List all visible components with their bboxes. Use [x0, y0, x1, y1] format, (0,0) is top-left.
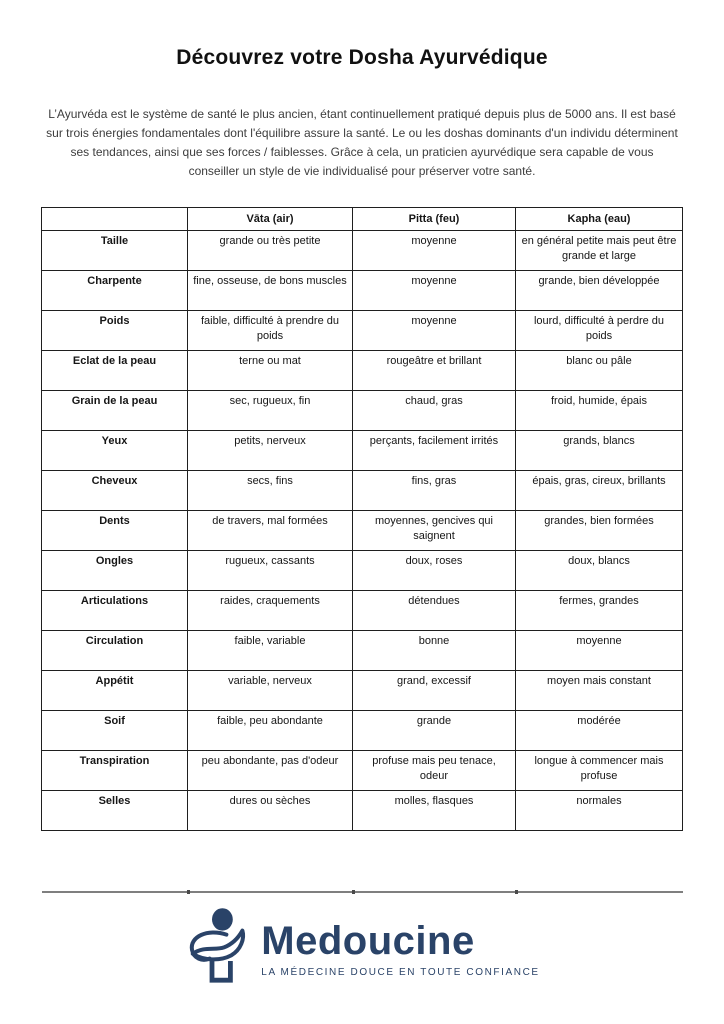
cell-pitta: bonne — [353, 631, 516, 671]
row-label: Yeux — [42, 431, 188, 471]
page-title: Découvrez votre Dosha Ayurvédique — [176, 46, 548, 69]
cell-kapha: moyen mais constant — [516, 671, 683, 711]
header-vata: Vāta (air) — [188, 208, 353, 231]
header-pitta: Pitta (feu) — [353, 208, 516, 231]
cell-kapha: grande, bien développée — [516, 271, 683, 311]
footer-divider — [42, 891, 683, 893]
row-label: Ongles — [42, 551, 188, 591]
cell-vata: dures ou sèches — [188, 791, 353, 831]
cell-pitta: perçants, facilement irrités — [353, 431, 516, 471]
row-label: Cheveux — [42, 471, 188, 511]
table-row — [42, 631, 683, 671]
table-row — [42, 431, 683, 471]
table-row — [42, 351, 683, 391]
medoucine-logo — [0, 908, 724, 990]
cell-vata: peu abondante, pas d'odeur — [188, 751, 353, 791]
row-label: Transpiration — [42, 751, 188, 791]
table-row — [42, 231, 683, 271]
cell-vata: grande ou très petite — [188, 231, 353, 271]
table-row — [42, 671, 683, 711]
table-row — [42, 311, 683, 351]
table-header-row — [42, 208, 683, 231]
table-row — [42, 271, 683, 311]
cell-pitta: moyenne — [353, 231, 516, 271]
table-row — [42, 391, 683, 431]
dosha-comparison-table — [41, 207, 683, 831]
cell-kapha: en général petite mais peut être grande et large — [516, 231, 683, 271]
cell-pitta: molles, flasques — [353, 791, 516, 831]
cell-pitta: détendues — [353, 591, 516, 631]
row-label: Appétit — [42, 671, 188, 711]
cell-kapha: blanc ou pâle — [516, 351, 683, 391]
table-row — [42, 471, 683, 511]
cell-pitta: fins, gras — [353, 471, 516, 511]
logo-text-group — [261, 920, 539, 978]
cell-vata: sec, rugueux, fin — [188, 391, 353, 431]
header-kapha: Kapha (eau) — [516, 208, 683, 231]
cell-vata: petits, nerveux — [188, 431, 353, 471]
brand-tagline: LA MÉDECINE DOUCE EN TOUTE CONFIANCE — [261, 967, 540, 978]
dosha-table-body — [42, 231, 683, 831]
cell-pitta: chaud, gras — [353, 391, 516, 431]
cell-vata: secs, fins — [188, 471, 353, 511]
cell-pitta: moyenne — [353, 311, 516, 351]
cell-vata: de travers, mal formées — [188, 511, 353, 551]
table-row — [42, 511, 683, 551]
row-label: Soif — [42, 711, 188, 751]
cell-kapha: grands, blancs — [516, 431, 683, 471]
cell-kapha: froid, humide, épais — [516, 391, 683, 431]
cell-vata: faible, difficulté à prendre du poids — [188, 311, 353, 351]
cell-pitta: doux, roses — [353, 551, 516, 591]
header-empty-cell — [42, 208, 188, 231]
cell-kapha: modérée — [516, 711, 683, 751]
table-row — [42, 711, 683, 751]
cell-vata: faible, peu abondante — [188, 711, 353, 751]
cell-kapha: moyenne — [516, 631, 683, 671]
cell-pitta: profuse mais peu tenace, odeur — [353, 751, 516, 791]
person-leaf-icon — [184, 908, 248, 990]
cell-pitta: moyennes, gencives qui saignent — [353, 511, 516, 551]
row-label: Charpente — [42, 271, 188, 311]
table-row — [42, 551, 683, 591]
cell-kapha: fermes, grandes — [516, 591, 683, 631]
brand-name: Medoucine — [261, 919, 475, 963]
cell-kapha: lourd, difficulté à perdre du poids — [516, 311, 683, 351]
cell-vata: variable, nerveux — [188, 671, 353, 711]
row-label: Dents — [42, 511, 188, 551]
cell-pitta: moyenne — [353, 271, 516, 311]
cell-kapha: grandes, bien formées — [516, 511, 683, 551]
cell-pitta: rougeâtre et brillant — [353, 351, 516, 391]
table-row — [42, 751, 683, 791]
cell-pitta: grande — [353, 711, 516, 751]
table-row — [42, 791, 683, 831]
row-label: Articulations — [42, 591, 188, 631]
cell-vata: fine, osseuse, de bons muscles — [188, 271, 353, 311]
cell-vata: rugueux, cassants — [188, 551, 353, 591]
row-label: Taille — [42, 231, 188, 271]
row-label: Circulation — [42, 631, 188, 671]
row-label: Eclat de la peau — [42, 351, 188, 391]
row-label: Poids — [42, 311, 188, 351]
intro-paragraph: L’Ayurvéda est le système de santé le plus ancien, étant continuellement pratiqué depuis plus de 5000 ans. Il est basé sur trois énergies fondamentales dont l'équilibre assure la santé. Le ou les doshas dominants d'un individu déterminent ses tendances, ainsi que ses forces / faiblesses. Grâce à cela, un praticien ayurvédique sera capable de vous conseiller un style de vie individualisé pour préserver votre santé. — [46, 107, 678, 178]
cell-vata: terne ou mat — [188, 351, 353, 391]
cell-kapha: épais, gras, cireux, brillants — [516, 471, 683, 511]
cell-vata: faible, variable — [188, 631, 353, 671]
divider-tick — [187, 890, 190, 894]
cell-kapha: longue à commencer mais profuse — [516, 751, 683, 791]
cell-kapha: doux, blancs — [516, 551, 683, 591]
cell-kapha: normales — [516, 791, 683, 831]
table-row — [42, 591, 683, 631]
divider-tick — [515, 890, 518, 894]
cell-vata: raides, craquements — [188, 591, 353, 631]
cell-pitta: grand, excessif — [353, 671, 516, 711]
divider-tick — [352, 890, 355, 894]
row-label: Grain de la peau — [42, 391, 188, 431]
row-label: Selles — [42, 791, 188, 831]
